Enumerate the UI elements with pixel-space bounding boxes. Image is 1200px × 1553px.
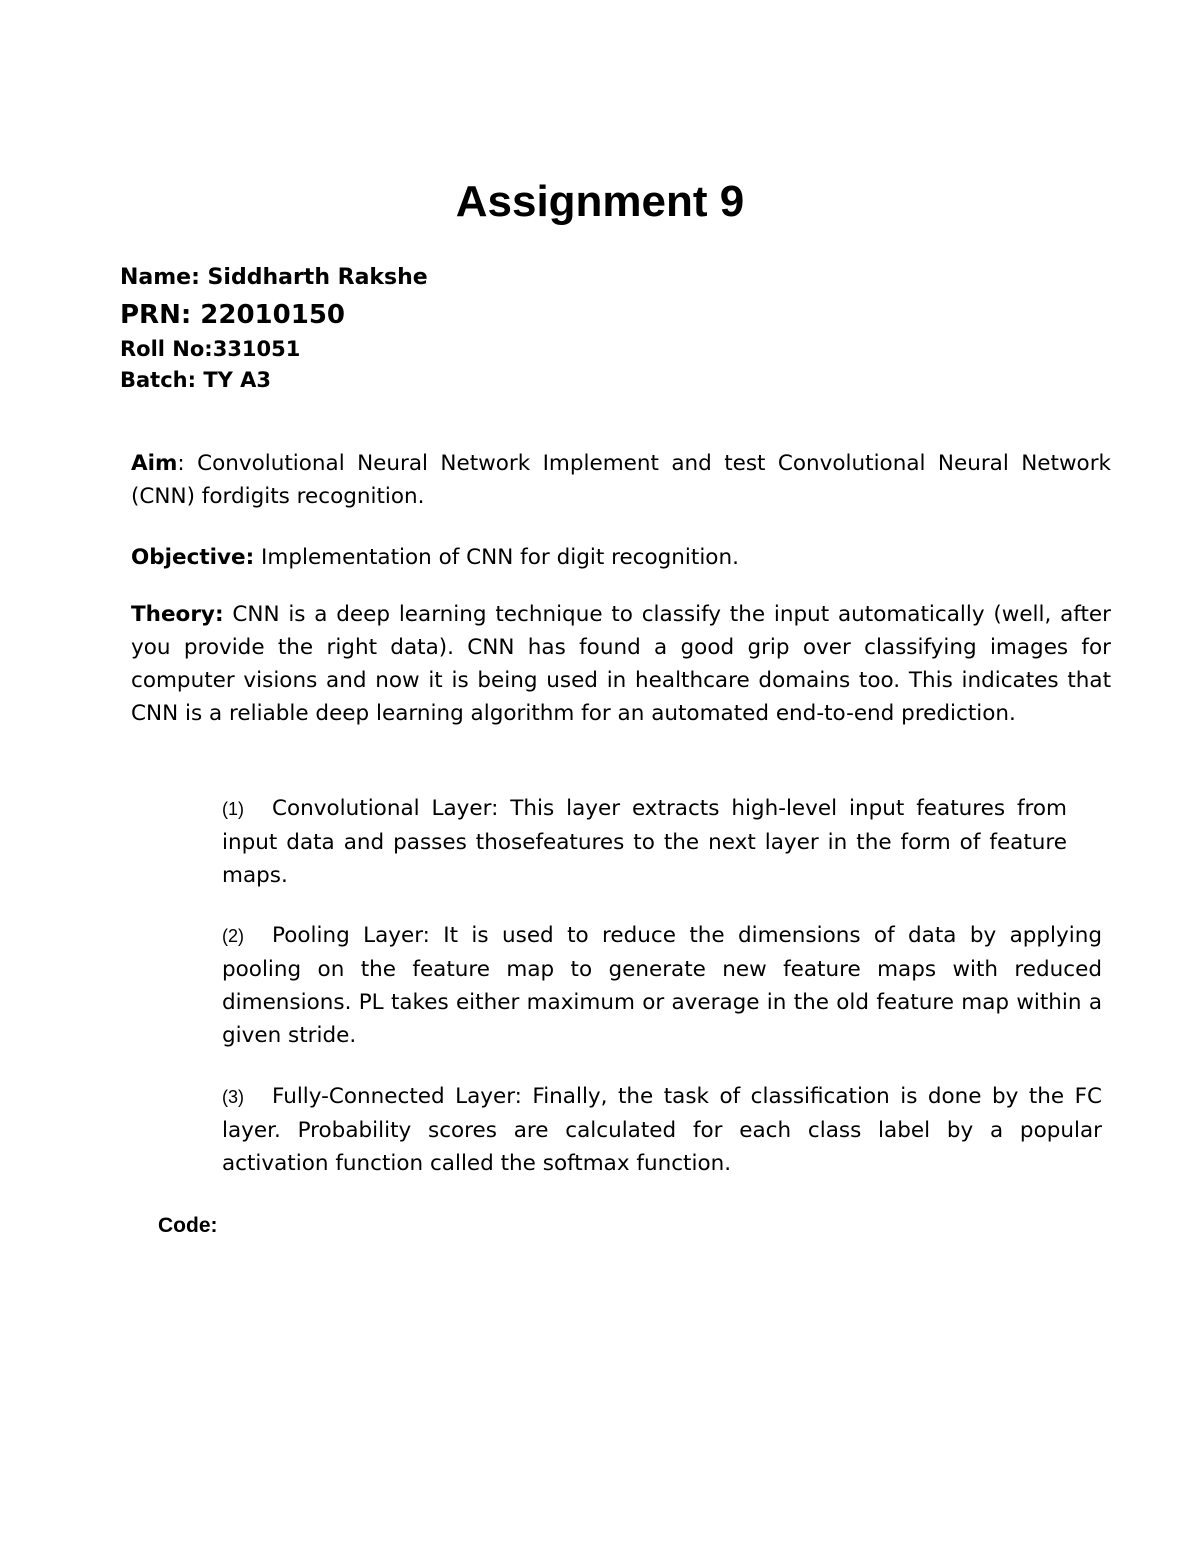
objective-paragraph [131, 541, 1111, 574]
student-prn: PRN: 22010150 [120, 300, 346, 330]
layer-item-convolutional [222, 792, 1067, 892]
layer-text: Fully-Connected Layer: Finally, the task of classification is done by the FC layer. Probability scores are calculated for each class label by a popular activation function called the softmax function. [222, 1084, 1102, 1176]
aim-label: Aim [131, 451, 178, 476]
objective-text: Implementation of CNN for digit recognition. [254, 545, 739, 570]
layer-number: (1) [222, 799, 244, 819]
layer-item-pooling [222, 919, 1102, 1052]
student-batch: Batch: TY A3 [120, 368, 272, 392]
student-name: Name: Siddharth Rakshe [120, 265, 428, 290]
layer-text: Convolutional Layer: This layer extracts high-level input features from input data and passes thosefeatures to the next layer in the form of feature maps. [222, 796, 1067, 888]
document-title: Assignment 9 [455, 177, 745, 226]
layer-item-fully-connected [222, 1080, 1102, 1180]
aim-text: : Convolutional Neural Network Implement and test Convolutional Neural Network (CNN) fordigits recognition. [131, 451, 1111, 509]
student-roll-no: Roll No:331051 [120, 337, 301, 361]
theory-label: Theory: [131, 602, 224, 627]
code-heading: Code: [158, 1214, 218, 1237]
objective-label: Objective: [131, 545, 255, 570]
theory-text: CNN is a deep learning technique to classify the input automatically (well, after you provide the right data). CNN has found a good grip over classifying images for computer visions and now it is being used in healthcare domains too. This indicates that CNN is a reliable deep learning algorithm for an automated end-to-end prediction. [131, 602, 1111, 726]
aim-paragraph [131, 447, 1111, 513]
layer-number: (2) [222, 926, 244, 946]
layer-number: (3) [222, 1087, 244, 1107]
theory-paragraph [131, 598, 1111, 730]
layer-text: Pooling Layer: It is used to reduce the dimensions of data by applying pooling on the feature map to generate new feature maps with reduced dimensions. PL takes either maximum or average in the old feature map within a given stride. [222, 923, 1102, 1048]
